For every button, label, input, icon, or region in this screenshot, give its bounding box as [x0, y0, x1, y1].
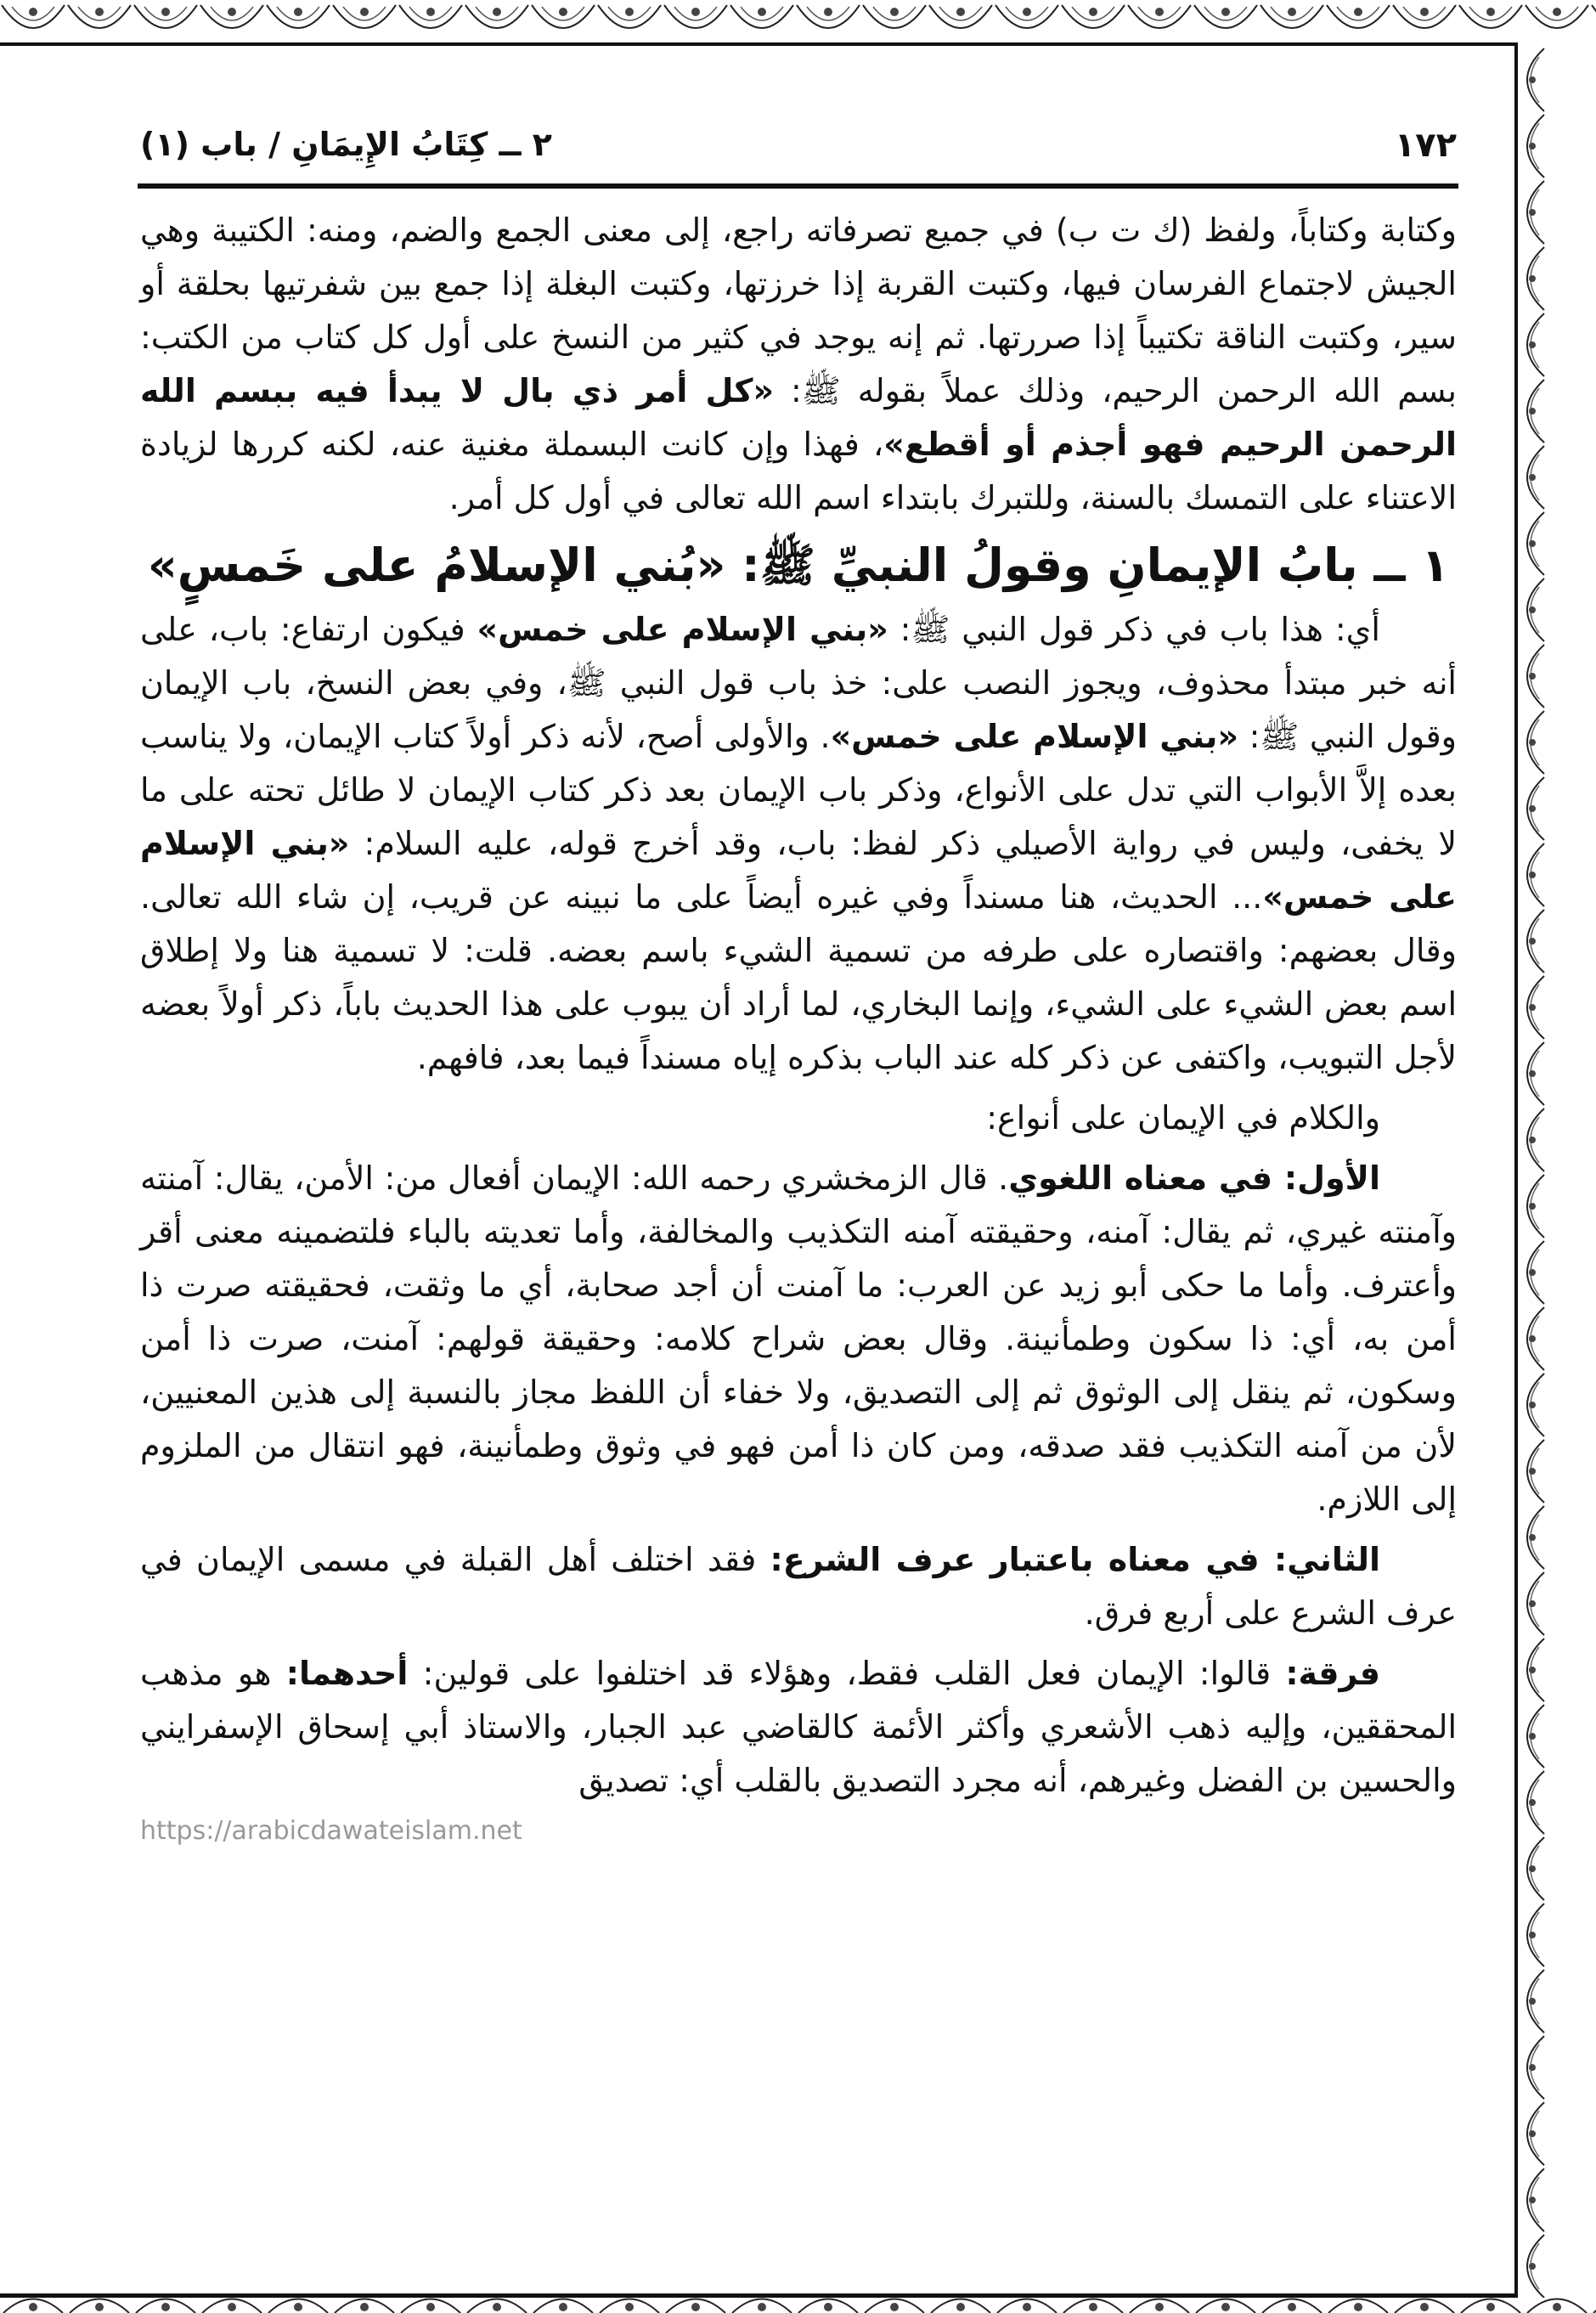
page-header — [140, 126, 1457, 173]
text-segment: ... الحديث، هنا مسنداً وفي غيره أيضاً على ما نبينه عن قريب، إن شاء الله تعالى. وقال بعضهم: واقتصاره على طرفه من تسمية الشيء باسم بعضه. قلت: لا تسمية هنا ولا إطلاق اسم بعض الشيء على الشيء، وإنما البخاري، لما أراد أن يبوب على هذا الحديث باباً، ذكر أولاً بعضه لأجل التبويب، واكتفى عن ذكر كله عند الباب بذكره إياه مسنداً فيما بعد، فافهم. — [140, 878, 1457, 1076]
text-segment: وكتابة وكتاباً، ولفظ (ك ت ب) في جميع تصرفاته راجع، إلى معنى الجمع والضم، ومنه: الكتيبة وهي الجيش لاجتماع الفرسان فيها، وكتبت القربة إذا خرزتها، وكتبت البغلة إذا جمع بين شفرتيها بحلقة أو سير، وكتبت الناقة تكتيباً إذا صررتها. ثم إنه يوجد في كثير من النسخ على أول كل كتاب من الكتب: بسم الله الرحمن الرحيم، وذلك عملاً بقوله ﷺ: — [140, 212, 1457, 409]
text-segment: ، فهذا وإن كانت البسملة مغنية عنه، لكنه كررها لزيادة الاعتناء على التمسك بالسنة، وللتبرك بابتداء اسم الله تعالى في أول كل أمر. — [140, 426, 1457, 516]
text-segment: فقد اختلف أهل القبلة في مسمى الإيمان في عرف الشرع على أربع فرق. — [140, 1541, 1457, 1632]
bold-text-segment: «كل أمر ذي بال لا يبدأ فيه ببسم الله الرحمن الرحيم فهو أجذم أو أقطع» — [140, 372, 1457, 463]
frame-right-line — [1514, 42, 1518, 2298]
text-segment: . والأولى أصح، لأنه ذكر أولاً كتاب الإيمان، ولا يناسب بعده إلاَّ الأبواب التي تدل على الأنواع، وذكر باب الإيمان بعد ذكر كتاب الإيمان لا طائل تحته على ما لا يخفى، وليس في رواية الأصيلي ذكر لفظ: باب، وقد أخرج قوله، عليه السلام: — [140, 718, 1457, 862]
right-border-ornament — [1519, 47, 1553, 2298]
bold-text-segment: «بني الإسلام على خمس» — [140, 825, 1457, 916]
bold-text-segment: «بني الإسلام على خمس» — [830, 718, 1238, 755]
text-segment: هو مذهب المحققين، وإليه ذهب الأشعري وأكثر الأئمة كالقاضي عبد الجبار، والاستاذ أبي إسحاق الإسفرايني والحسين بن الفضل وغيرهم، أنه مجرد التصديق بالقلب أي: تصديق — [140, 1655, 1457, 1799]
top-border-ornament — [0, 0, 1596, 41]
paragraph-types-intro — [140, 1092, 1457, 1145]
chapter-heading: ١ ــ بابُ الإيمانِ وقولُ النبيِّ ﷺ: «بُني الإسلامُ على خَمسٍ» — [147, 539, 1450, 592]
paragraph-continuation — [140, 204, 1457, 525]
paragraph-first-group — [140, 1647, 1457, 1808]
text-segment: أي: هذا باب في ذكر قول النبي ﷺ: — [888, 611, 1380, 648]
frame-top-line — [0, 42, 1517, 46]
text-segment: والكلام في الإيمان على أنواع: — [986, 1099, 1380, 1137]
watermark: https://arabicdawateislam.net — [140, 1816, 522, 1846]
text-segment: . قال الزمخشري رحمه الله: الإيمان أفعال من: الأمن، يقال: آمنته وآمنته غيري، ثم يقال: آمنه، وحقيقته آمنه التكذيب والمخالفة، وأما تعديته بالباء فلتضمينه معنى أقر وأعترف. وأما ما حكى أبو زيد عن العرب: ما آمنت أن أجد صحابة، أي ما وثقت، فحقيقته صرت ذا أمن به، أي: ذا سكون وطمأنينة. وقال بعض شراح كلامه: وحقيقة قولهم: آمنت، صرت ذا أمن وسكون، ثم ينقل إلى الوثوق ثم إلى التصديق، ولا خفاء أن اللفظ مجاز بالنسبة إلى هذين المعنيين، لأن من آمنه التكذيب فقد صدقه، ومن كان ذا أمن فهو في وثوق وطمأنينة، فهو انتقال من الملزوم إلى اللازم. — [140, 1159, 1457, 1518]
bold-text-segment: الأول: في معناه اللغوي — [1008, 1159, 1380, 1197]
paragraph-linguistic-meaning — [140, 1152, 1457, 1526]
paragraph-commentary — [140, 603, 1457, 1085]
bottom-border-ornament — [0, 2297, 1596, 2313]
paragraph-legal-meaning — [140, 1533, 1457, 1640]
page-body — [140, 204, 1457, 1848]
bold-text-segment: «بني الإسلام على خمس» — [477, 611, 888, 648]
bold-text-segment: الثاني: في معناه باعتبار عرف الشرع: — [770, 1541, 1380, 1578]
bold-text-segment: أحدهما: — [285, 1655, 409, 1692]
header-rule — [138, 183, 1458, 189]
frame-bottom-line — [0, 2293, 1517, 2298]
running-title: ٢ ــ كِتَابُ الإِيمَانِ / باب (١) — [140, 126, 552, 163]
page-number: ١٧٢ — [1394, 126, 1457, 165]
text-segment: فيكون ارتفاع: باب، على أنه خبر مبتدأ محذوف، ويجوز النصب على: خذ باب قول النبي ﷺ، وفي بعض النسخ، باب الإيمان وقول النبي ﷺ: — [140, 611, 1457, 755]
text-segment: قالوا: الإيمان فعل القلب فقط، وهؤلاء قد اختلفوا على قولين: — [408, 1655, 1286, 1692]
bold-text-segment: فرقة: — [1285, 1655, 1380, 1692]
